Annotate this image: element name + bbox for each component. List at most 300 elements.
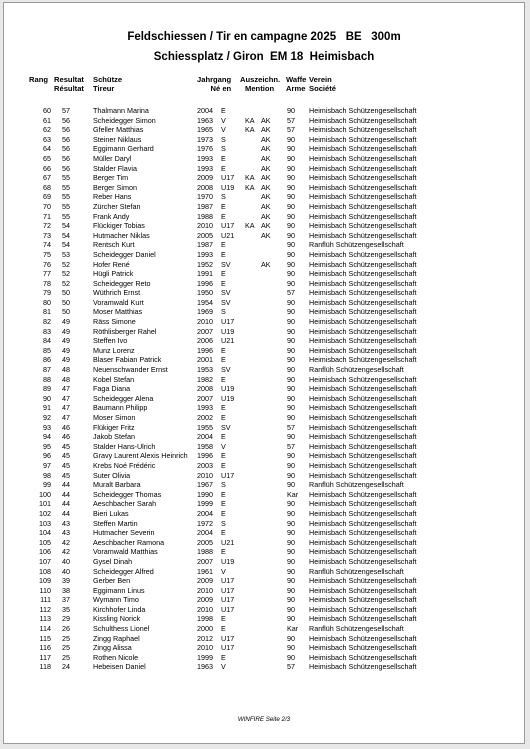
shooter-name-cell: Steffen Martin (93, 518, 138, 528)
weapon-cell: 57 (287, 288, 295, 298)
rank-cell: 100 (39, 489, 51, 499)
result-cell: 54 (62, 230, 70, 240)
rank-cell: 92 (43, 413, 51, 422)
rank-cell: 77 (43, 269, 51, 279)
weapon-cell: 90 (287, 499, 295, 509)
club-cell: Ranflüh Schützengesellschaft (309, 240, 404, 250)
category-cell: E (221, 106, 226, 115)
table-row (4, 614, 524, 624)
rank-cell: 69 (43, 192, 51, 202)
page-title: Feldschiessen / Tir en campagne 2025 BE 300m (127, 31, 401, 43)
category-cell: SV (221, 365, 231, 375)
rank-cell: 60 (43, 106, 51, 115)
weapon-cell: 90 (287, 566, 295, 576)
result-cell: 47 (62, 384, 70, 394)
club-cell: Heimisbach Schützengesellschaft (309, 115, 417, 125)
shooter-name-cell: Blaser Fabian Patrick (93, 355, 162, 365)
shooter-name-cell: Zingg Raphael (93, 633, 140, 643)
weapon-cell: 90 (287, 518, 295, 528)
header-jahrgang (197, 75, 231, 93)
result-cell: 55 (62, 173, 70, 183)
category-cell: U17 (221, 470, 235, 480)
header-auszeichnung (240, 75, 280, 93)
shooter-name-cell: Berger Tim (93, 173, 129, 183)
rank-cell: 87 (43, 365, 51, 375)
result-cell: 40 (62, 566, 70, 576)
club-cell: Heimisbach Schützengesellschaft (309, 470, 417, 480)
table-row (4, 375, 524, 385)
weapon-cell: 57 (287, 422, 295, 432)
result-cell: 35 (62, 604, 70, 614)
birth-year-cell: 1993 (197, 163, 213, 173)
result-cell: 46 (62, 422, 70, 432)
rank-cell: 85 (43, 345, 51, 355)
birth-year-cell: 2003 (197, 460, 213, 470)
table-row (4, 471, 524, 481)
category-cell: E (221, 403, 226, 413)
table-row (4, 662, 524, 672)
table-row (4, 528, 524, 538)
rank-cell: 102 (39, 508, 51, 518)
weapon-cell: 90 (287, 460, 295, 470)
shooter-name-cell: Wymann Timo (93, 595, 139, 605)
category-cell: E (221, 355, 226, 365)
birth-year-cell: 2007 (197, 326, 213, 336)
weapon-cell: 90 (287, 614, 295, 624)
shooter-name-cell: Reber Hans (93, 192, 132, 202)
result-cell: 47 (62, 393, 70, 403)
birth-year-cell: 2009 (197, 595, 213, 605)
weapon-cell: 90 (287, 240, 295, 250)
weapon-cell: 90 (287, 106, 295, 115)
weapon-cell: 57 (287, 115, 295, 125)
birth-year-cell: 2010 (197, 643, 213, 653)
club-cell: Heimisbach Schützengesellschaft (309, 326, 417, 336)
table-row (4, 653, 524, 663)
club-cell: Heimisbach Schützengesellschaft (309, 614, 417, 624)
rank-cell: 91 (43, 403, 51, 413)
rank-cell: 95 (43, 441, 51, 451)
shooter-name-cell: Hofer René (93, 259, 130, 269)
weapon-cell: 90 (287, 595, 295, 605)
category-cell: E (221, 528, 226, 538)
weapon-cell: 90 (287, 144, 295, 154)
birth-year-cell: 1987 (197, 240, 213, 250)
rank-cell: 74 (43, 240, 51, 250)
result-cell: 49 (62, 317, 70, 327)
table-row (4, 595, 524, 605)
result-cell: 57 (62, 106, 70, 115)
shooter-name-cell: Munz Lorenz (93, 345, 135, 355)
shooter-name-cell: Steiner Niklaus (93, 134, 142, 144)
table-row (4, 394, 524, 404)
birth-year-cell: 2002 (197, 413, 213, 422)
club-cell: Heimisbach Schützengesellschaft (309, 374, 417, 384)
rank-cell: 113 (39, 614, 51, 624)
birth-year-cell: 1967 (197, 480, 213, 490)
rank-cell: 88 (43, 374, 51, 384)
mention-ka-cell: KA (245, 221, 255, 231)
club-cell: Heimisbach Schützengesellschaft (309, 192, 417, 202)
header-resultat-de: Resultat (54, 75, 84, 84)
weapon-cell: 90 (287, 374, 295, 384)
category-cell: U17 (221, 221, 235, 231)
weapon-cell: 90 (287, 211, 295, 221)
weapon-cell: 90 (287, 365, 295, 375)
mention-ka-cell: KA (245, 115, 255, 125)
mention-ak-cell: AK (261, 163, 271, 173)
birth-year-cell: 1976 (197, 144, 213, 154)
club-cell: Heimisbach Schützengesellschaft (309, 163, 417, 173)
result-cell: 52 (62, 278, 70, 288)
table-row (4, 183, 524, 193)
result-cell: 56 (62, 134, 70, 144)
club-cell: Heimisbach Schützengesellschaft (309, 604, 417, 614)
birth-year-cell: 2004 (197, 508, 213, 518)
table-row (4, 125, 524, 135)
result-cell: 45 (62, 451, 70, 461)
shooter-name-cell: Räss Simone (93, 317, 136, 327)
mention-ak-cell: AK (261, 125, 271, 135)
table-row (4, 451, 524, 461)
club-cell: Heimisbach Schützengesellschaft (309, 662, 417, 672)
result-cell: 49 (62, 355, 70, 365)
shooter-name-cell: Suter Olivia (93, 470, 131, 480)
birth-year-cell: 2010 (197, 470, 213, 480)
rank-cell: 118 (39, 662, 51, 672)
birth-year-cell: 1952 (197, 259, 213, 269)
table-row (4, 106, 524, 116)
result-cell: 49 (62, 326, 70, 336)
table-row (4, 317, 524, 327)
category-cell: E (221, 624, 226, 634)
birth-year-cell: 2006 (197, 336, 213, 346)
result-cell: 43 (62, 528, 70, 538)
header-resultat-fr: Résultat (54, 84, 84, 93)
category-cell: E (221, 249, 226, 259)
shooter-name-cell: Zürcher Stefan (93, 201, 141, 211)
header-arme-fr: Arme (286, 84, 306, 93)
category-cell: U17 (221, 585, 235, 595)
category-cell: E (221, 201, 226, 211)
category-cell: S (221, 307, 226, 317)
club-cell: Heimisbach Schützengesellschaft (309, 153, 417, 163)
mention-ak-cell: AK (261, 134, 271, 144)
club-cell: Heimisbach Schützengesellschaft (309, 576, 417, 586)
category-cell: E (221, 432, 226, 442)
category-cell: S (221, 144, 226, 154)
rank-cell: 72 (43, 221, 51, 231)
birth-year-cell: 1961 (197, 566, 213, 576)
birth-year-cell: 2005 (197, 537, 213, 547)
weapon-cell: 57 (287, 441, 295, 451)
shooter-name-cell: Steffen Ivo (93, 336, 128, 346)
rank-cell: 105 (39, 537, 51, 547)
club-cell: Heimisbach Schützengesellschaft (309, 355, 417, 365)
birth-year-cell: 1993 (197, 249, 213, 259)
club-cell: Heimisbach Schützengesellschaft (309, 106, 417, 115)
table-row (4, 605, 524, 615)
category-cell: U19 (221, 393, 235, 403)
rank-cell: 99 (43, 480, 51, 490)
header-rang-label: Rang (29, 75, 48, 84)
table-row (4, 116, 524, 126)
birth-year-cell: 2012 (197, 633, 213, 643)
header-ne-en-fr: Né en (210, 84, 232, 93)
category-cell: SV (221, 259, 231, 269)
rank-cell: 62 (43, 125, 51, 135)
table-row (4, 423, 524, 433)
shooter-name-cell: Hebeisen Daniel (93, 662, 146, 672)
club-cell: Heimisbach Schützengesellschaft (309, 432, 417, 442)
club-cell: Heimisbach Schützengesellschaft (309, 336, 417, 346)
club-cell: Heimisbach Schützengesellschaft (309, 451, 417, 461)
table-row (4, 403, 524, 413)
table-row (4, 298, 524, 308)
weapon-cell: 90 (287, 384, 295, 394)
result-cell: 49 (62, 336, 70, 346)
result-cell: 44 (62, 480, 70, 490)
weapon-cell: 90 (287, 182, 295, 192)
shooter-name-cell: Gysel Dinah (93, 556, 133, 566)
table-row (4, 499, 524, 509)
birth-year-cell: 2010 (197, 604, 213, 614)
shooter-name-cell: Stalder Hans-Ulrich (93, 441, 156, 451)
rank-cell: 116 (39, 643, 51, 653)
table-row (4, 586, 524, 596)
weapon-cell: 90 (287, 480, 295, 490)
birth-year-cell: 2009 (197, 173, 213, 183)
shooter-name-cell: Bieri Lukas (93, 508, 129, 518)
club-cell: Heimisbach Schützengesellschaft (309, 537, 417, 547)
table-row (4, 538, 524, 548)
club-cell: Heimisbach Schützengesellschaft (309, 508, 417, 518)
weapon-cell: 90 (287, 153, 295, 163)
result-cell: 54 (62, 240, 70, 250)
mention-ak-cell: AK (261, 144, 271, 154)
category-cell: SV (221, 297, 231, 307)
table-row (4, 384, 524, 394)
result-cell: 45 (62, 470, 70, 480)
table-row (4, 634, 524, 644)
table-row (4, 135, 524, 145)
shooter-name-cell: Krebs Noé Frédéric (93, 460, 156, 470)
club-cell: Heimisbach Schützengesellschaft (309, 643, 417, 653)
table-row (4, 567, 524, 577)
weapon-cell: 90 (287, 326, 295, 336)
result-cell: 38 (62, 585, 70, 595)
birth-year-cell: 1950 (197, 288, 213, 298)
table-row (4, 192, 524, 202)
result-cell: 56 (62, 153, 70, 163)
mention-ak-cell: AK (261, 211, 271, 221)
table-row (4, 240, 524, 250)
result-cell: 47 (62, 403, 70, 413)
category-cell: V (221, 115, 226, 125)
birth-year-cell: 1988 (197, 211, 213, 221)
club-cell: Heimisbach Schützengesellschaft (309, 317, 417, 327)
category-cell: S (221, 518, 226, 528)
shooter-name-cell: Kirchhofer Linda (93, 604, 146, 614)
rank-cell: 115 (39, 633, 51, 643)
shooter-name-cell: Aeschbacher Ramona (93, 537, 165, 547)
birth-year-cell: 1993 (197, 403, 213, 413)
shooter-name-cell: Scheidegger Alena (93, 393, 154, 403)
rank-cell: 90 (43, 393, 51, 403)
table-row (4, 144, 524, 154)
weapon-cell: 90 (287, 585, 295, 595)
shooter-name-cell: Aeschbacher Sarah (93, 499, 157, 509)
rank-cell: 112 (39, 604, 51, 614)
rank-cell: 104 (39, 528, 51, 538)
club-cell: Heimisbach Schützengesellschaft (309, 288, 417, 298)
category-cell: E (221, 345, 226, 355)
birth-year-cell: 1996 (197, 345, 213, 355)
club-cell: Heimisbach Schützengesellschaft (309, 201, 417, 211)
result-cell: 39 (62, 576, 70, 586)
rank-cell: 98 (43, 470, 51, 480)
shooter-name-cell: Voramwald Kurt (93, 297, 144, 307)
category-cell: U17 (221, 317, 235, 327)
category-cell: E (221, 614, 226, 624)
shooter-name-cell: Scheidegger Alfred (93, 566, 154, 576)
club-cell: Heimisbach Schützengesellschaft (309, 297, 417, 307)
header-jahrgang-de: Jahrgang (197, 75, 232, 84)
shooter-name-cell: Hutmacher Niklas (93, 230, 150, 240)
result-cell: 50 (62, 297, 70, 307)
club-cell: Heimisbach Schützengesellschaft (309, 230, 417, 240)
mention-ak-cell: AK (261, 115, 271, 125)
result-cell: 25 (62, 633, 70, 643)
shooter-name-cell: Frank Andy (93, 211, 130, 221)
result-cell: 50 (62, 288, 70, 298)
club-cell: Heimisbach Schützengesellschaft (309, 278, 417, 288)
shooter-name-cell: Flükiger Fritz (93, 422, 135, 432)
result-cell: 37 (62, 595, 70, 605)
birth-year-cell: 1996 (197, 451, 213, 461)
result-cell: 24 (62, 662, 70, 672)
shooter-name-cell: Thalmann Marina (93, 106, 149, 115)
shooter-name-cell: Scheidegger Thomas (93, 489, 162, 499)
category-cell: E (221, 153, 226, 163)
weapon-cell: 90 (287, 269, 295, 279)
category-cell: U17 (221, 595, 235, 605)
weapon-cell: 90 (287, 470, 295, 480)
result-cell: 25 (62, 652, 70, 662)
weapon-cell: 90 (287, 163, 295, 173)
rank-cell: 78 (43, 278, 51, 288)
weapon-cell: 90 (287, 413, 295, 422)
rank-cell: 81 (43, 307, 51, 317)
mention-ka-cell: KA (245, 182, 255, 192)
table-row (4, 355, 524, 365)
club-cell: Ranflüh Schützengesellschaft (309, 624, 404, 634)
rank-cell: 84 (43, 336, 51, 346)
table-row (4, 624, 524, 634)
rank-cell: 101 (39, 499, 51, 509)
header-waffe-de: Waffe (286, 75, 307, 84)
category-cell: E (221, 269, 226, 279)
category-cell: E (221, 499, 226, 509)
rank-cell: 111 (40, 595, 51, 605)
category-cell: SV (221, 422, 231, 432)
club-cell: Heimisbach Schützengesellschaft (309, 345, 417, 355)
weapon-cell: 90 (287, 201, 295, 211)
result-cell: 54 (62, 221, 70, 231)
club-cell: Heimisbach Schützengesellschaft (309, 489, 417, 499)
rank-cell: 71 (43, 211, 51, 221)
table-row (4, 221, 524, 231)
table-row (4, 288, 524, 298)
table-row (4, 557, 524, 567)
category-cell: U19 (221, 326, 235, 336)
weapon-cell: 90 (287, 134, 295, 144)
page-subtitle: Schiessplatz / Giron EM 18 Heimisbach (153, 51, 375, 63)
club-cell: Heimisbach Schützengesellschaft (309, 182, 417, 192)
table-row (4, 643, 524, 653)
mention-ak-cell: AK (261, 221, 271, 231)
table-row (4, 327, 524, 337)
rank-cell: 80 (43, 297, 51, 307)
shooter-name-cell: Gravy Laurent Alexis Heinrich (93, 451, 188, 461)
club-cell: Heimisbach Schützengesellschaft (309, 125, 417, 135)
table-row (4, 509, 524, 519)
weapon-cell: 90 (287, 297, 295, 307)
table-row (4, 576, 524, 586)
shooter-name-cell: Muralt Barbara (93, 480, 141, 490)
table-row (4, 154, 524, 164)
category-cell: E (221, 211, 226, 221)
rank-cell: 63 (43, 134, 51, 144)
header-tireur-fr: Tireur (93, 84, 115, 93)
rank-cell: 70 (43, 201, 51, 211)
mention-ak-cell: AK (261, 182, 271, 192)
category-cell: E (221, 163, 226, 173)
weapon-cell: 90 (287, 528, 295, 538)
rank-cell: 86 (43, 355, 51, 365)
weapon-cell: 90 (287, 278, 295, 288)
table-row (4, 461, 524, 471)
category-cell: U17 (221, 604, 235, 614)
shooter-name-cell: Gerber Ben (93, 576, 131, 586)
mention-ak-cell: AK (261, 201, 271, 211)
club-cell: Heimisbach Schützengesellschaft (309, 595, 417, 605)
club-cell: Heimisbach Schützengesellschaft (309, 249, 417, 259)
category-cell: SV (221, 288, 231, 298)
category-cell: E (221, 460, 226, 470)
club-cell: Heimisbach Schützengesellschaft (309, 556, 417, 566)
mention-ak-cell: AK (261, 153, 271, 163)
mention-ak-cell: AK (261, 230, 271, 240)
club-cell: Ranflüh Schützengesellschaft (309, 566, 404, 576)
birth-year-cell: 2007 (197, 393, 213, 403)
category-cell: V (221, 566, 226, 576)
rank-cell: 103 (39, 518, 51, 528)
table-row (4, 164, 524, 174)
club-cell: Heimisbach Schützengesellschaft (309, 269, 417, 279)
weapon-cell: 57 (287, 662, 295, 672)
weapon-cell: 90 (287, 547, 295, 557)
category-cell: E (221, 547, 226, 557)
category-cell: U17 (221, 633, 235, 643)
birth-year-cell: 2010 (197, 317, 213, 327)
rank-cell: 110 (39, 585, 51, 595)
result-cell: 55 (62, 182, 70, 192)
birth-year-cell: 1972 (197, 518, 213, 528)
category-cell: E (221, 508, 226, 518)
shooter-name-cell: Moser Matthias (93, 307, 143, 317)
birth-year-cell: 1991 (197, 269, 213, 279)
